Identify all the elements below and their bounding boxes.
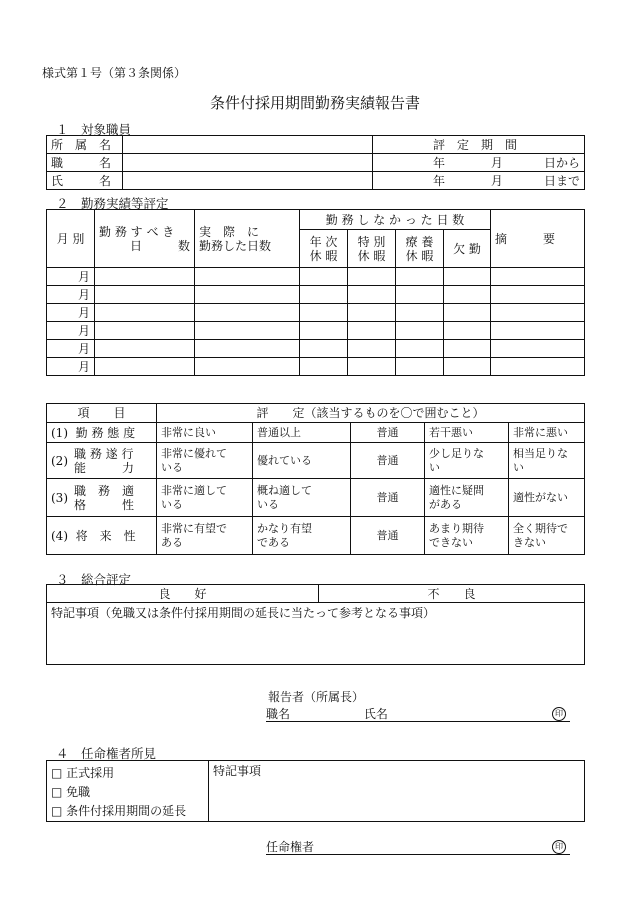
entry-cell[interactable]	[491, 286, 585, 304]
month-label: 月	[490, 173, 503, 188]
entry-cell[interactable]	[444, 286, 491, 304]
checkbox-icon[interactable]: □	[51, 766, 63, 780]
dept-value[interactable]	[123, 136, 373, 154]
actual-line1: 実 際 に	[199, 224, 260, 239]
absent-days-header: 勤 務 し な か っ た 日 数	[300, 210, 491, 230]
appointer-signature-line[interactable]	[266, 838, 570, 855]
eval-row-ability	[47, 443, 585, 479]
checkbox-icon[interactable]: □	[51, 785, 63, 799]
should-work-line2: 日 数	[129, 238, 190, 253]
seal-icon: 印	[552, 707, 566, 721]
entry-cell[interactable]	[491, 304, 585, 322]
evaluation-table	[46, 403, 585, 555]
seal-icon: 印	[552, 840, 566, 854]
month-cell[interactable]: 月	[47, 304, 95, 322]
entry-cell[interactable]	[348, 304, 396, 322]
eval-option[interactable]: 適性がない	[509, 479, 585, 517]
period-label: 評 定 期 間	[373, 136, 585, 154]
entry-cell[interactable]	[396, 340, 444, 358]
entry-cell[interactable]	[195, 358, 300, 376]
eval-option[interactable]: 相当足りな い	[509, 443, 585, 479]
evaluation-header: 評 定（該当するものを〇で囲むこと）	[157, 404, 585, 423]
entry-cell[interactable]	[348, 268, 396, 286]
option-extension[interactable]: □ 条件付採用期間の延長	[51, 804, 187, 818]
eval-option[interactable]: かなり有望 である	[253, 517, 351, 555]
eval-option[interactable]: 若干悪い	[425, 423, 509, 443]
eval-option[interactable]: 非常に有望で ある	[157, 517, 253, 555]
eval-option[interactable]: 普通以上	[253, 423, 351, 443]
entry-cell[interactable]	[491, 358, 585, 376]
eval-option[interactable]: 非常に適して いる	[157, 479, 253, 517]
eval-option[interactable]: 非常に悪い	[509, 423, 585, 443]
entry-cell[interactable]	[195, 268, 300, 286]
month-row	[47, 304, 585, 322]
entry-cell[interactable]	[95, 268, 195, 286]
overall-notes[interactable]: 特記事項（免職又は条件付採用期間の延長に当たって参考となる事項）	[47, 603, 585, 665]
entry-cell[interactable]	[491, 340, 585, 358]
work-record-table	[46, 209, 585, 376]
entry-cell[interactable]	[396, 358, 444, 376]
entry-cell[interactable]	[95, 322, 195, 340]
eval-option[interactable]: 優れている	[253, 443, 351, 479]
name-label: 氏 名	[47, 172, 123, 190]
year-label: 年	[433, 173, 446, 188]
entry-cell[interactable]	[195, 304, 300, 322]
overall-good[interactable]: 良 好	[47, 585, 319, 603]
month-cell[interactable]: 月	[47, 340, 95, 358]
entry-cell[interactable]	[300, 340, 348, 358]
eval-item: (1) 勤 務 態 度	[47, 423, 157, 443]
month-row	[47, 268, 585, 286]
year-label: 年	[433, 155, 446, 170]
entry-cell[interactable]	[348, 340, 396, 358]
form-number: 様式第１号（第３条関係）	[42, 66, 187, 80]
entry-cell[interactable]	[396, 286, 444, 304]
from-suffix: 日から	[543, 155, 580, 170]
entry-cell[interactable]	[300, 286, 348, 304]
entry-cell[interactable]	[348, 286, 396, 304]
annual-leave-header: 年 次 休 暇	[300, 230, 348, 268]
appointer-notes[interactable]: 特記事項	[209, 761, 585, 822]
appointer-label: 任命権者	[266, 840, 315, 854]
option-formal[interactable]: □ 正式採用	[51, 766, 115, 780]
section2-heading: ２ 勤務実績等評定	[56, 196, 169, 211]
entry-cell[interactable]	[195, 322, 300, 340]
reporter-name-label: 氏名	[363, 707, 388, 721]
to-suffix: 日まで	[543, 173, 580, 188]
entry-cell[interactable]	[95, 340, 195, 358]
job-value[interactable]	[123, 154, 373, 172]
entry-cell[interactable]	[195, 340, 300, 358]
job-label: 職 名	[47, 154, 123, 172]
entry-cell[interactable]	[444, 304, 491, 322]
month-cell[interactable]: 月	[47, 322, 95, 340]
eval-row-potential	[47, 517, 585, 555]
entry-cell[interactable]	[95, 358, 195, 376]
period-to[interactable]	[373, 172, 585, 190]
overall-bad[interactable]: 不 良	[319, 585, 585, 603]
actual-work-header	[195, 210, 300, 268]
entry-cell[interactable]	[348, 322, 396, 340]
dept-label: 所 属 名	[47, 136, 123, 154]
reporter-label: 報告者（所属長）	[268, 690, 365, 704]
absence-header: 欠 勤	[444, 230, 491, 268]
month-cell[interactable]: 月	[47, 358, 95, 376]
special-leave-header: 特 別 休 暇	[348, 230, 396, 268]
month-cell[interactable]: 月	[47, 286, 95, 304]
eval-option[interactable]: 少し足りな い	[425, 443, 509, 479]
option-dismissal[interactable]: □ 免職	[51, 785, 91, 799]
entry-cell[interactable]	[300, 322, 348, 340]
medical-leave-header: 療 養 休 暇	[396, 230, 444, 268]
eval-row-aptitude	[47, 479, 585, 517]
item-header: 項 目	[47, 404, 157, 423]
entry-cell[interactable]	[300, 304, 348, 322]
checkbox-icon[interactable]: □	[51, 804, 63, 818]
eval-option[interactable]: 普通	[351, 423, 425, 443]
entry-cell[interactable]	[195, 286, 300, 304]
entry-cell[interactable]	[491, 322, 585, 340]
entry-cell[interactable]	[300, 358, 348, 376]
entry-cell[interactable]	[95, 286, 195, 304]
month-row	[47, 358, 585, 376]
eval-item: (2) 職 務 遂 行 能 力	[47, 443, 157, 479]
eval-option[interactable]: 全く期待で きない	[509, 517, 585, 555]
entry-cell[interactable]	[300, 268, 348, 286]
section4-heading: ４ 任命権者所見	[56, 746, 157, 761]
entry-cell[interactable]	[444, 340, 491, 358]
remarks-header: 摘 要	[491, 210, 585, 268]
entry-cell[interactable]	[396, 268, 444, 286]
target-staff-table	[46, 135, 585, 190]
period-from[interactable]	[373, 154, 585, 172]
entry-cell[interactable]	[491, 268, 585, 286]
eval-row-attitude	[47, 423, 585, 443]
entry-cell[interactable]	[396, 322, 444, 340]
decision-options	[47, 761, 209, 822]
reporter-job-label: 職名	[266, 707, 291, 721]
eval-option[interactable]: 普通	[351, 443, 425, 479]
month-row	[47, 322, 585, 340]
name-value[interactable]	[123, 172, 373, 190]
month-label: 月	[490, 155, 503, 170]
entry-cell[interactable]	[396, 304, 444, 322]
actual-line2: 勤務した日数	[199, 238, 272, 253]
overall-table	[46, 584, 585, 665]
eval-option[interactable]: 普通	[351, 517, 425, 555]
eval-option[interactable]: 非常に優れて いる	[157, 443, 253, 479]
month-cell[interactable]: 月	[47, 268, 95, 286]
eval-item: (4) 将 来 性	[47, 517, 157, 555]
entry-cell[interactable]	[95, 304, 195, 322]
eval-option[interactable]: 適性に疑問 がある	[425, 479, 509, 517]
page-title: 条件付採用期間勤務実績報告書	[209, 94, 420, 112]
eval-option[interactable]: 非常に良い	[157, 423, 253, 443]
should-work-line1: 勤 務 す べ き	[99, 224, 175, 239]
entry-cell[interactable]	[348, 358, 396, 376]
entry-cell[interactable]	[444, 322, 491, 340]
eval-option[interactable]: あまり期待 できない	[425, 517, 509, 555]
entry-cell[interactable]	[444, 268, 491, 286]
should-work-header	[95, 210, 195, 268]
eval-option[interactable]: 普通	[351, 479, 425, 517]
month-row	[47, 340, 585, 358]
month-header: 月 別	[47, 210, 95, 268]
eval-option[interactable]: 概ね適して いる	[253, 479, 351, 517]
eval-item: (3) 職 務 適 格 性	[47, 479, 157, 517]
appointer-opinion-table	[46, 760, 585, 822]
section1-heading: １ 対象職員	[56, 122, 132, 137]
reporter-signature-line[interactable]	[266, 705, 570, 722]
section3-heading: ３ 総合評定	[56, 572, 132, 587]
month-row	[47, 286, 585, 304]
entry-cell[interactable]	[444, 358, 491, 376]
